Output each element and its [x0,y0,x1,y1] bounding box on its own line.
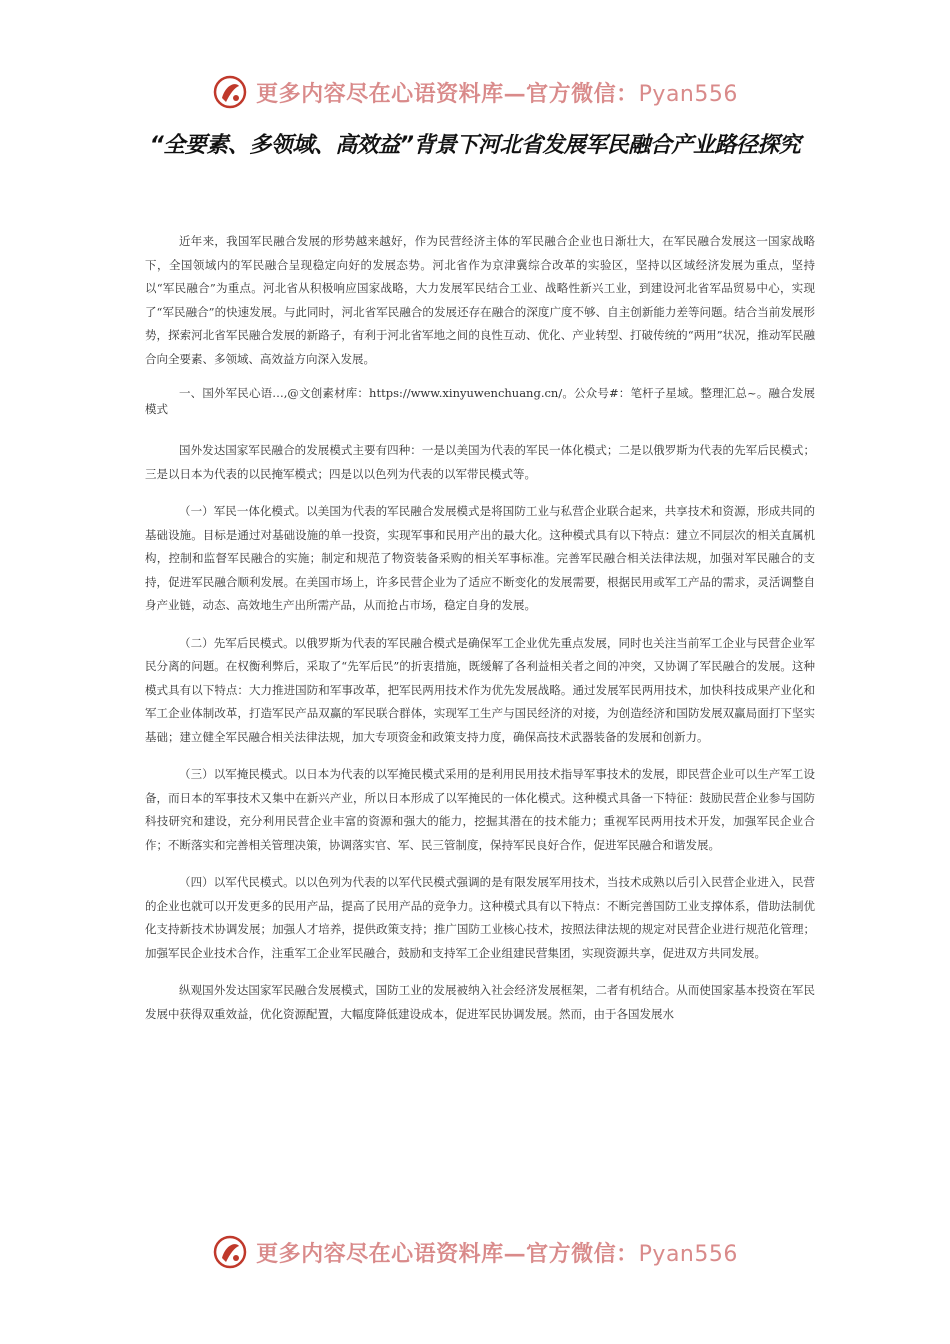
paragraph-model-2: （二）先军后民模式。以俄罗斯为代表的军民融合模式是确保军工企业优先重点发展，同时也关注当前军工企业与民营企业军民分离的问题。在权衡利弊后，采取了“先军后民”的折衷措施，既缓解了各利益相关者之间的冲突，又协调了军民融合的发展。这种模式具有以下特点：大力推进国防和军事改革，把军民两用技术作为优先发展战略。通过发展军民两用技术，加快科技成果产业化和军工企业体制改革，打造军民产品双赢的军民联合群体，实现军工生产与国民经济的对接，为创造经济和国防发展双赢局面打下坚实基础；建立健全军民融合相关法律法规，加大专项资金和政策支持力度，确保高技术武器装备的发展和创新力。 [145,635,815,744]
paragraph-intro: 近年来，我国军民融合发展的形势越来越好，作为民营经济主体的军民融合企业也日渐壮大，在军民融合发展这一国家战略下，全国领域内的军民融合呈现稳定向好的发展态势。河北省作为京津冀综合改革的实验区，坚持以区域经济发展为重点，坚持以“军民融合”为重点。河北省从积极响应国家战略，大力发展军民结合工业、战略性新兴工业，到建设河北省军品贸易中心，实现了“军民融合”的快速发展。与此同时，河北省军民融合的发展还存在融合的深度广度不够、自主创新能力差等问题。结合当前发展形势，探索河北省军民融合发展的新路子，有利于河北省军地之间的良性互动、优化、产业转型、打破传统的“两用”状况，推动军民融合向全要素、多领域、高效益方向深入发展。 [145,234,815,366]
banner-text-cn: 更多内容尽在心语资料库—官方微信： [256,80,639,107]
footer-banner [0,1230,950,1274]
document-title: “全要素、多领域、高效益”背景下河北省发展军民融合产业路径探究 [149,133,801,158]
banner-text [256,1237,738,1268]
paragraph-model-4: （四）以军代民模式。以以色列为代表的以军代民模式强调的是有限发展军用技术，当技术成熟以后引入民营企业进入，民营的企业也就可以开发更多的民用产品，提高了民用产品的竞争力。这种模式具有以下特点：不断完善国防工业支撑体系，借助法制优化支持新技术协调发展；加强人才培养，提供政策支持；推广国防工业核心技术，按照法律法规的规定对民营企业进行规范化管理；加强军民企业技术合作，注重军工企业军民融合，鼓励和支持军工企业组建民营集团，实现资源共享，促进双方共同发展。 [145,875,815,960]
paragraph-model-1: （一）军民一体化模式。以美国为代表的军民融合发展模式是将国防工业与私营企业联合起来，共享技术和资源，形成共同的基础设施。目标是通过对基础设施的单一投资，实现军事和民用产出的最大化。这种模式具有以下特点：建立不同层次的相关直属机构，控制和监督军民融合的实施；制定和规范了物资装备采购的相关军事标准。完善军民融合相关法律法规，加强对军民融合的支持，促进军民融合顺利发展。在美国市场上，许多民营企业为了适应不断变化的发展需要，根据民用或军工产品的需求，灵活调整自身产业链，动态、高效地生产出所需产品，从而抢占市场，稳定自身的发展。 [145,504,815,612]
paragraph-overview: 国外发达国家军民融合的发展模式主要有四种：一是以美国为代表的军民一体化模式；二是以俄罗斯为代表的先军后民模式；三是以日本为代表的以民掩军模式；四是以以色列为代表的以军带民模式等。 [145,443,815,481]
banner-text-cn: 更多内容尽在心语资料库—官方微信： [256,1240,639,1267]
section-heading: 一、国外军民心语…,@文创素材库：https://www.xinyuwenchuang.cn/。公众号#：笔杆子星域。整理汇总~。融合发展模式 [145,386,815,416]
document-body [145,230,815,1040]
banner-text [256,77,738,108]
banner-wechat-id: Pyan556 [638,81,738,107]
paragraph-model-3: （三）以军掩民模式。以日本为代表的以军掩民模式采用的是利用民用技术指导军事技术的发展，即民营企业可以生产军工设备，而日本的军事技术又集中在新兴产业，所以日本形成了以军掩民的一体化模式。这种模式具备一下特征：鼓励民营企业参与国防科技研究和建设，充分利用民营企业丰富的资源和强大的能力，挖掘其潜在的技术能力；重视军民两用技术开发，加强军民企业合作；不断落实和完善相关管理决策，协调落实官、军、民三管制度，保持军民良好合作，促进军民融合和谐发展。 [145,767,815,852]
library-logo-icon [212,1234,248,1270]
header-banner [0,70,950,114]
library-logo-icon [212,74,248,110]
paragraph-summary: 纵观国外发达国家军民融合发展模式，国防工业的发展被纳入社会经济发展框架，二者有机结合。从而使国家基本投资在军民发展中获得双重效益，优化资源配置，大幅度降低建设成本，促进军民协调发展。然而，由于各国发展水 [145,983,815,1021]
banner-wechat-id: Pyan556 [638,1241,738,1267]
